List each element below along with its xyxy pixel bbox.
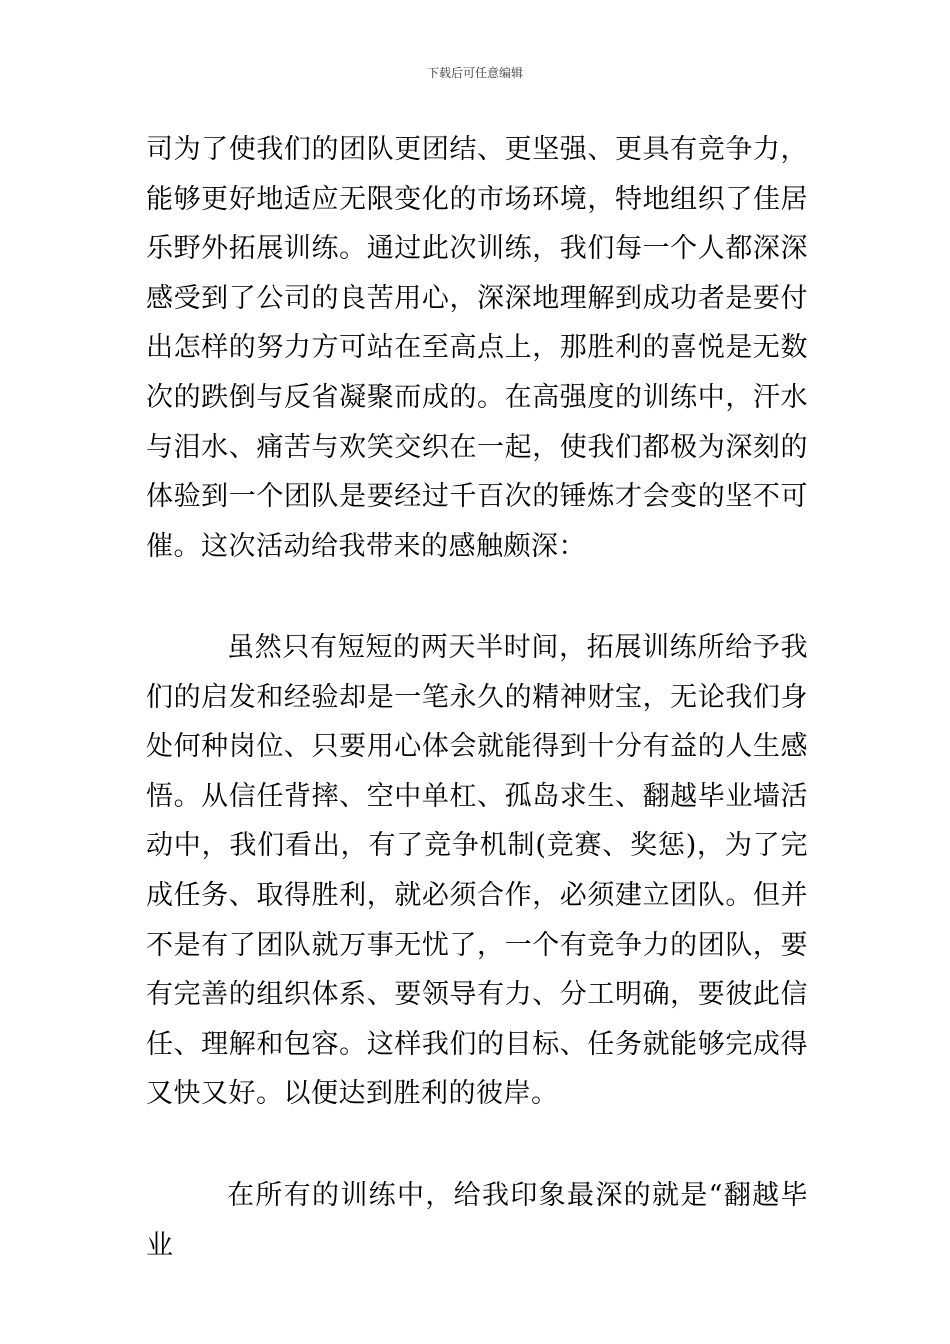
page-header: 下载后可任意编辑 xyxy=(426,66,523,80)
paragraph-3: 在所有的训练中，给我印象最深的就是“翻越毕业 xyxy=(146,1180,808,1261)
paragraph-2: 虽然只有短短的两天半时间，拓展训练所给予我们的启发和经验却是一笔永久的精神财宝，无论我们身处何种岗位、只要用心体会就能得到十分有益的人生感悟。从信任背摔、空中单杠、孤岛求生、翻越毕业墙活动中，我们看出，有了竞争机制(竞赛、奖惩)，为了完成任务、取得胜利，就必须合作，必须建立团队。但并不是有了团队就万事无忧了，一个有竞争力的团队，要有完善的组织体系、要领导有力、分工明确，要彼此信任、理解和包容。这样我们的目标、任务就能够完成得又快又好。以便达到胜利的彼岸。 xyxy=(146,632,808,1110)
paragraph-1: 司为了使我们的团队更团结、更坚强、更具有竞争力，能够更好地适应无限变化的市场环境，特地组织了佳居乐野外拓展训练。通过此次训练，我们每一个人都深深感受到了公司的良苦用心，深深地理解到成功者是要付出怎样的努力方可站在至高点上，那胜利的喜悦是无数次的跌倒与反省凝聚而成的。在高强度的训练中，汗水与泪水、痛苦与欢笑交织在一起，使我们都极为深刻的体验到一个团队是要经过千百次的锤炼才会变的坚不可催。这次活动给我带来的感触颇深： xyxy=(146,134,808,562)
